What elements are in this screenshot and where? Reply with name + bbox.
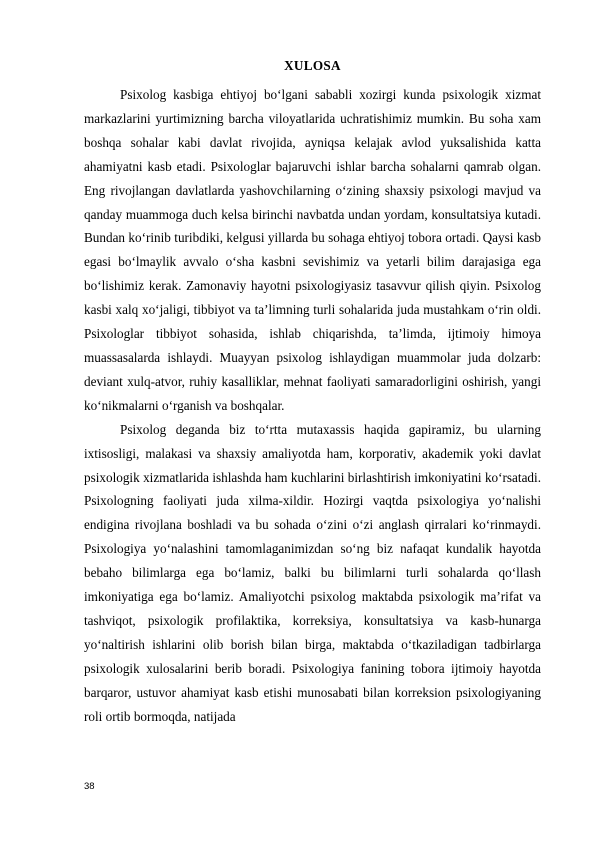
paragraph-1: Psixolog kasbiga ehtiyoj bo‘lgani sababli xozirgi kunda psixologik xizmat markazlarini yurtimizning barcha viloyatlarida uchratishimiz mumkin. Bu soha xam boshqa sohalar kabi davlat rivojida, ayniqsa kelajak avlod yuksalishida katta ahamiyatni kasb etadi. Psixologlar bajaruvchi ishlar barcha sohalarni qamrab olgan. Eng rivojlangan davlatlarda yashovchilarning o‘zining shaxsiy psixologi mavjud va qanday muammoga duch kelsa birinchi navbatda undan yordam, konsultatsiya kutadi. Bundan ko‘rinib turibdiki, kelgusi yillarda bu sohaga ehtiyoj tobora ortadi. Qaysi kasb egasi bo‘lmaylik avvalo o‘sha kasbni sevishimiz va yetarli bilim darajasiga ega bo‘lishimiz kerak. Zamonaviy hayotni psixologiyasiz tasavvur qilish qiyin. Psixolog kasbi xalq xo‘jaligi, tibbiyot va ta’limning turli sohalarida juda mustahkam o‘rin oldi. Psixologlar tibbiyot sohasida, ishlab chiqarishda, ta’limda, ijtimoiy himoya muassasalarda ishlaydi. Muayyan psixolog ishlaydigan muammolar juda dolzarb: deviant xulq-atvor, ruhiy kasalliklar, mehnat faoliyati samaradorligini oshirish, yangi ko‘nikmalarni o‘rganish va boshqalar. <box>84 87 541 413</box>
page-number: 38 <box>84 781 95 792</box>
page-title: XULOSA <box>284 58 341 73</box>
body-text <box>84 83 541 728</box>
paragraph-2: Psixolog deganda biz to‘rtta mutaxassis haqida gapiramiz, bu ularning ixtisosligi, malakasi va shaxsiy amaliyotda ham, korporativ, akademik yoki davlat psixologik xizmatlarida ishlashda ham kuchlarini birlashtirish imkoniyatini ko‘rsatadi. Psixologning faoliyati juda xilma-xildir. Hozirgi vaqtda psixologiya yo‘nalishi endigina rivojlana boshladi va bu sohada o‘zini o‘zi anglash qirralari ko‘rinmaydi. Psixologiya yo‘nalashini tamomlaganimizdan so‘ng biz nafaqat kundalik hayotda bebaho bilimlarga ega bo‘lamiz, balki bu bilimlarni turli sohalarda qo‘llash imkoniyatiga ega bo‘lamiz. Amaliyotchi psixolog maktabda psixologik ma’rifat va tashviqot, psixologik profilaktika, korreksiya, konsultatsiya va kasb-hunarga yo‘naltirish ishlarini olib borish bilan birga, maktabda o‘tkaziladigan tadbirlarga psixologik xulosalarini berib boradi. Psixologiya fanining tobora ijtimoiy hayotda barqaror, ustuvor ahamiyat kasb etishi munosabati bilan korreksion psixologiyaning roli ortib bormoqda, natijada <box>84 421 541 724</box>
